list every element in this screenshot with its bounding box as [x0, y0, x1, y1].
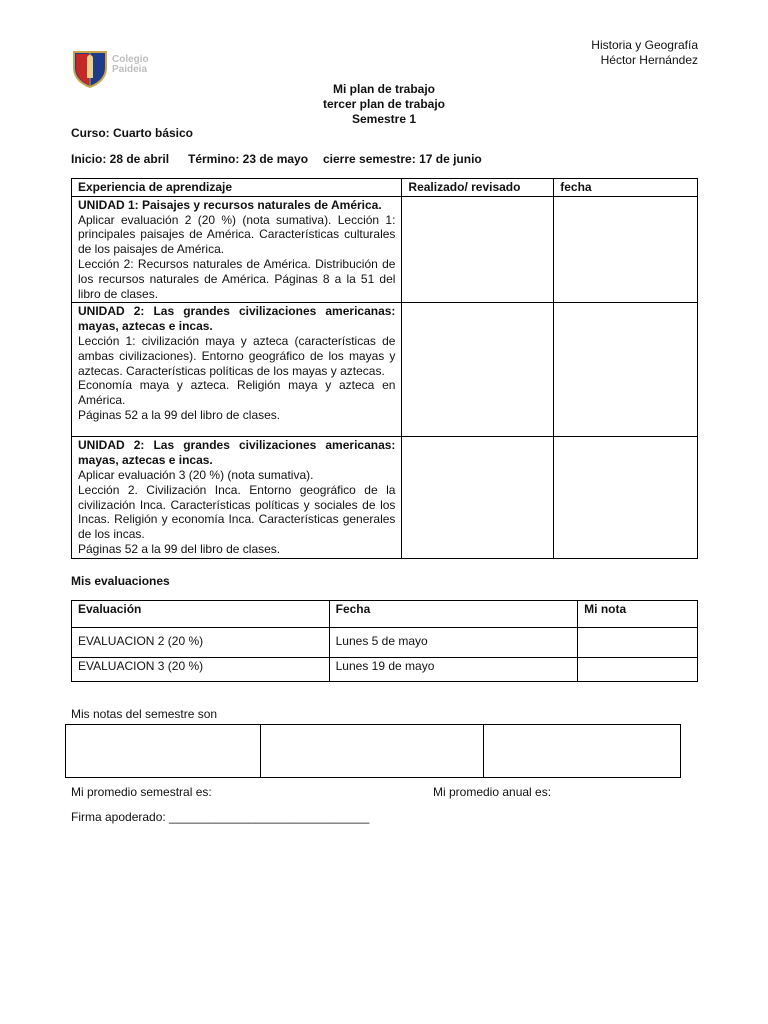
table-row [72, 437, 698, 558]
table-row [72, 658, 698, 682]
teacher-label: Héctor Hernández [600, 53, 698, 67]
eval-grade[interactable] [578, 658, 698, 682]
table-row [72, 303, 698, 437]
header-info [591, 38, 698, 68]
plan-header-done: Realizado/ revisado [402, 179, 554, 197]
plan-cell-done[interactable] [402, 437, 554, 558]
unit-text: Lección 2. Civilización Inca. Entorno geográfico de la civilización Inca. Características políticas y sociales de los Incas. Religión y economía Inca. Características generales de los incas. [78, 482, 396, 542]
eval-header-name: Evaluación [72, 601, 330, 628]
plan-cell-experience [72, 437, 402, 558]
guardian-signature-line: Firma apoderado: ______________________________ [71, 810, 370, 824]
unit-text: Páginas 52 a la 99 del libro de clases. [78, 407, 281, 422]
unit-title: UNIDAD 2: Las grandes civilizaciones americanas: mayas, aztecas e incas. [78, 304, 396, 334]
plan-cell-experience [72, 196, 402, 303]
semester-average-label: Mi promedio semestral es: [71, 785, 212, 799]
plan-cell-date[interactable] [554, 437, 698, 558]
title-line1: Mi plan de trabajo [332, 82, 435, 96]
note-cell[interactable] [484, 725, 681, 778]
annual-average-label: Mi promedio anual es: [433, 785, 552, 799]
unit-text: Aplicar evaluación 3 (20 %) (nota sumativa). [78, 467, 314, 482]
plan-cell-experience [72, 303, 402, 437]
plan-cell-date[interactable] [554, 196, 698, 303]
plan-cell-done[interactable] [402, 196, 554, 303]
logo-text-line1: Colegio [112, 54, 149, 65]
table-row [72, 628, 698, 658]
unit-title: UNIDAD 1: Paisajes y recursos naturales de América. [78, 197, 382, 212]
logo-text-line2: Paideia [112, 64, 148, 75]
unit-text: Lección 2: Recursos naturales de América. Distribución de los recursos naturales de América. Páginas 8 a la 51 del libro de clases. [78, 256, 396, 301]
eval-name: EVALUACION 2 (20 %) [72, 628, 330, 658]
plan-header-date: fecha [554, 179, 698, 197]
unit-text: Lección 1: civilización maya y azteca (características de ambas civilizaciones). Entorno geográfico de los mayas y aztecas. Características políticas de los mayas y aztecas. [78, 333, 396, 378]
table-row [72, 196, 698, 303]
start-date: Inicio: 28 de abril [71, 152, 170, 166]
evaluations-header [72, 601, 698, 628]
plan-cell-date[interactable] [554, 303, 698, 437]
evaluations-title: Mis evaluaciones [71, 574, 170, 588]
semester-close-date: cierre semestre: 17 de junio [323, 152, 482, 166]
eval-name: EVALUACION 3 (20 %) [72, 658, 330, 682]
eval-date: Lunes 5 de mayo [329, 628, 578, 658]
eval-grade[interactable] [578, 628, 698, 658]
eval-header-grade: Mi nota [578, 601, 698, 628]
notes-title: Mis notas del semestre son [71, 707, 218, 721]
unit-text: Aplicar evaluación 2 (20 %) (nota sumativa). Lección 1: principales paisajes de América. Características culturales de los paisajes de América. [78, 212, 396, 257]
table-row [66, 725, 681, 778]
notes-table [65, 724, 681, 778]
unit-text: Economía maya y azteca. Religión maya y azteca en América. [78, 378, 396, 408]
unit-text: Páginas 52 a la 99 del libro de clases. [78, 541, 281, 556]
plan-header-experience: Experiencia de aprendizaje [72, 179, 402, 197]
end-date: Término: 23 de mayo [188, 152, 309, 166]
unit-title: UNIDAD 2: Las grandes civilizaciones americanas: mayas, aztecas e incas. [78, 438, 396, 468]
plan-cell-done[interactable] [402, 303, 554, 437]
course-label: Curso: Cuarto básico [71, 126, 194, 140]
title-line2: tercer plan de trabajo [322, 97, 446, 111]
note-cell[interactable] [260, 725, 484, 778]
note-cell[interactable] [66, 725, 261, 778]
title-line3: Semestre 1 [351, 112, 417, 126]
plan-table-header [72, 179, 698, 197]
eval-header-date: Fecha [329, 601, 578, 628]
plan-table [71, 178, 698, 559]
evaluations-table [71, 600, 698, 682]
subject-label: Historia y Geografía [591, 38, 698, 52]
eval-date: Lunes 19 de mayo [329, 658, 578, 682]
